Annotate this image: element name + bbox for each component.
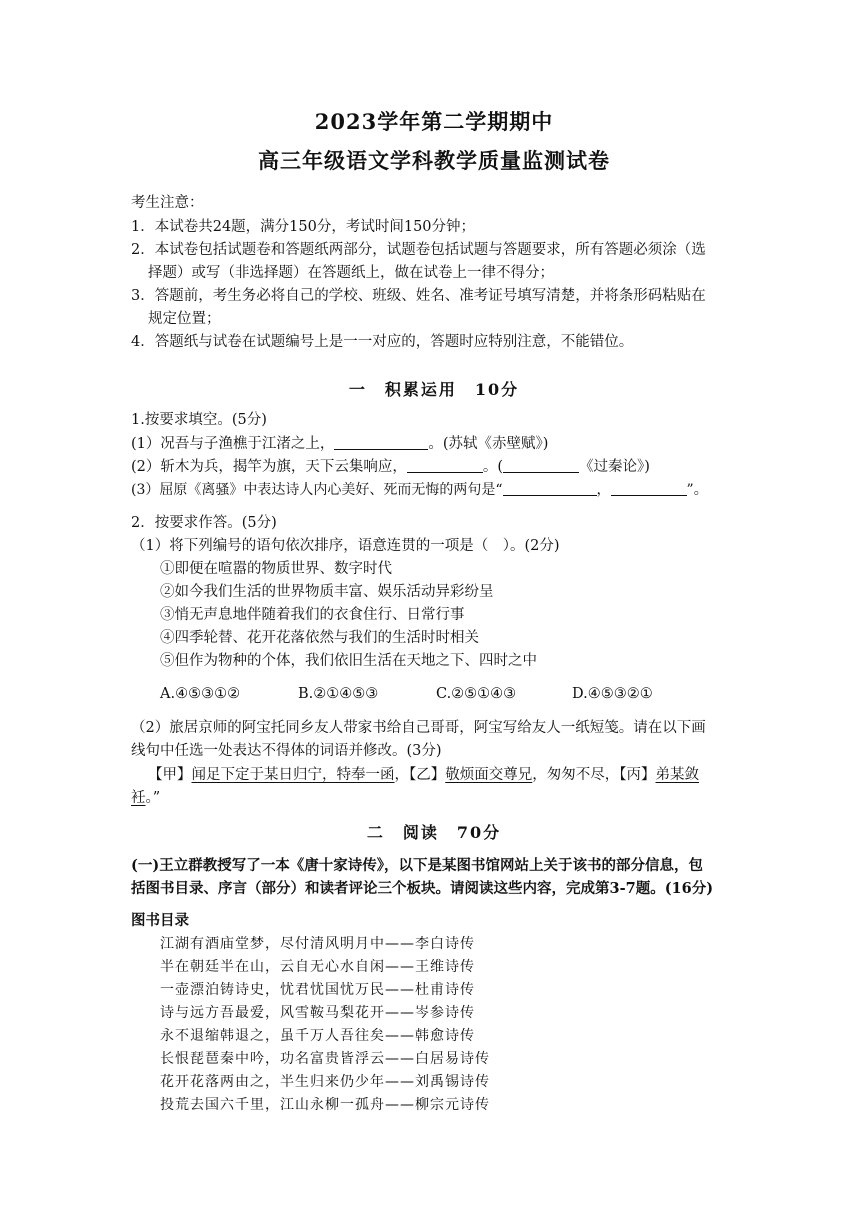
notice-heading: 考生注意： (131, 195, 204, 211)
answer-blank (611, 481, 687, 496)
underlined-jia: 闻足下定于某日归宁，特奉一函 (191, 767, 395, 783)
answer-blank (503, 458, 579, 473)
q2-1: （1）将下列编号的语句依次排序，语意连贯的一项是（ ）。(2分) (131, 538, 560, 554)
q1-3 (131, 480, 708, 500)
q1-3-comma: ， (596, 482, 611, 498)
toc-item: 花开花落两由之，半生归来仍少年——刘禹锡诗传 (160, 1074, 490, 1090)
sentence-1: ①即便在喧嚣的物质世界、数字时代 (160, 561, 392, 577)
option-b: B.②①④⑤③ (298, 686, 379, 702)
sentence-3: ③悄无声息地伴随着我们的衣食住行、日常行事 (160, 607, 465, 623)
q1-3-end: ”。 (686, 482, 708, 498)
toc-item: 半在朝廷半在山，云自无心水自闲——王维诗传 (160, 959, 475, 975)
toc-item: 一壶漂泊铸诗史，忧君忧国忧万民——杜甫诗传 (160, 982, 475, 998)
q1-3-text: (3）屈原《离骚》中表达诗人内心美好、死而无悔的两句是“ (131, 482, 503, 498)
q2-2-letter-end (131, 788, 160, 808)
q1-2-text: (2）斩木为兵，揭竿为旗，天下云集响应， (131, 459, 407, 475)
page-title: 2023学年第二学期期中 (314, 109, 554, 134)
underlined-yi: 敬烦面交尊兄 (445, 767, 533, 783)
underlined-bing: 弟某敛 (655, 767, 699, 783)
label-jia: 【甲】 (148, 767, 192, 783)
toc-heading: 图书目录 (131, 912, 189, 929)
option-a: A.④⑤③①② (160, 686, 241, 702)
toc-item: 长恨琵琶秦中吟，功名富贵皆浮云——白居易诗传 (160, 1051, 490, 1067)
reading-intro-b: 括图书目录、序言（部分）和读者评论三个板块。请阅读这些内容，完成第3-7题。(16分) (131, 880, 714, 897)
toc-item: 永不退缩韩退之，虽千万人吾往矣——韩愈诗传 (160, 1028, 475, 1044)
toc-item: 诗与远方吾最爱，风雪鞍马梨花开——岑参诗传 (160, 1005, 475, 1021)
underlined-bing-cont: 衽 (131, 790, 146, 806)
answer-blank (407, 458, 483, 473)
q2-2a: （2）旅居京师的阿宝托同乡友人带家书给自己哥哥，阿宝写给友人一纸短笺。请在以下画 (131, 720, 706, 736)
answer-blank (503, 481, 597, 496)
sentence-2: ②如今我们生活的世界物质丰富、娱乐活动异彩纷呈 (160, 584, 494, 600)
q1-1 (131, 434, 548, 454)
q1-1-text: (1）况吾与子渔樵于江渚之上， (131, 436, 335, 452)
answer-blank (334, 435, 428, 450)
letter-end: 。” (145, 790, 161, 806)
page-subtitle: 高三年级语文学科教学质量监测试卷 (258, 148, 610, 173)
q2-2-letter (148, 765, 699, 785)
notice-item-1: 1．本试卷共24题，满分150分，考试时间150分钟； (131, 219, 476, 235)
q2-title: 2．按要求作答。(5分) (131, 515, 277, 531)
section-heading-2: 二 阅读 70分 (366, 823, 502, 842)
notice-item-3b: 规定位置； (148, 311, 221, 327)
label-bing: ，匆匆不尽，【丙】 (532, 767, 656, 783)
q1-2-source: 《过秦论》) (579, 459, 650, 475)
q1-2 (131, 457, 650, 477)
notice-item-3a: 3．答题前，考生务必将自己的学校、班级、姓名、准考证号填写清楚，并将条形码粘贴在 (131, 288, 706, 304)
q1-1-source: 。(苏轼《赤壁赋》) (428, 436, 549, 452)
reading-intro-a: (一)王立群教授写了一本《唐十家诗传》，以下是某图书馆网站上关于该书的部分信息，包 (131, 857, 703, 874)
option-d: D.④⑤③②① (572, 686, 653, 702)
toc-item: 江湖有酒庙堂梦，尽付清风明月中——李白诗传 (160, 936, 475, 952)
q2-2b: 线句中任选一处表达不得体的词语并修改。(3分) (131, 743, 442, 759)
label-yi: ，【乙】 (394, 767, 446, 783)
notice-item-2b: 择题）或写（非选择题）在答题纸上，做在试卷上一律不得分； (148, 265, 554, 281)
notice-item-2a: 2．本试卷包括试题卷和答题纸两部分，试题卷包括试题与答题要求，所有答题必须涂（选 (131, 242, 706, 258)
toc-item: 投荒去国六千里，江山永柳一孤舟——柳宗元诗传 (160, 1097, 490, 1113)
q1-title: 1.按要求填空。(5分) (131, 412, 267, 428)
sentence-4: ④四季轮替、花开花落依然与我们的生活时时相关 (160, 630, 479, 646)
notice-item-4: 4．答题纸与试卷在试题编号上是一一对应的，答题时应特别注意，不能错位。 (131, 334, 634, 350)
section-heading-1: 一 积累运用 10分 (348, 380, 520, 399)
option-c: C.②⑤①④③ (436, 686, 517, 702)
q1-2-paren: 。( (482, 459, 504, 475)
sentence-5: ⑤但作为物种的个体，我们依旧生活在天地之下、四时之中 (160, 653, 537, 669)
